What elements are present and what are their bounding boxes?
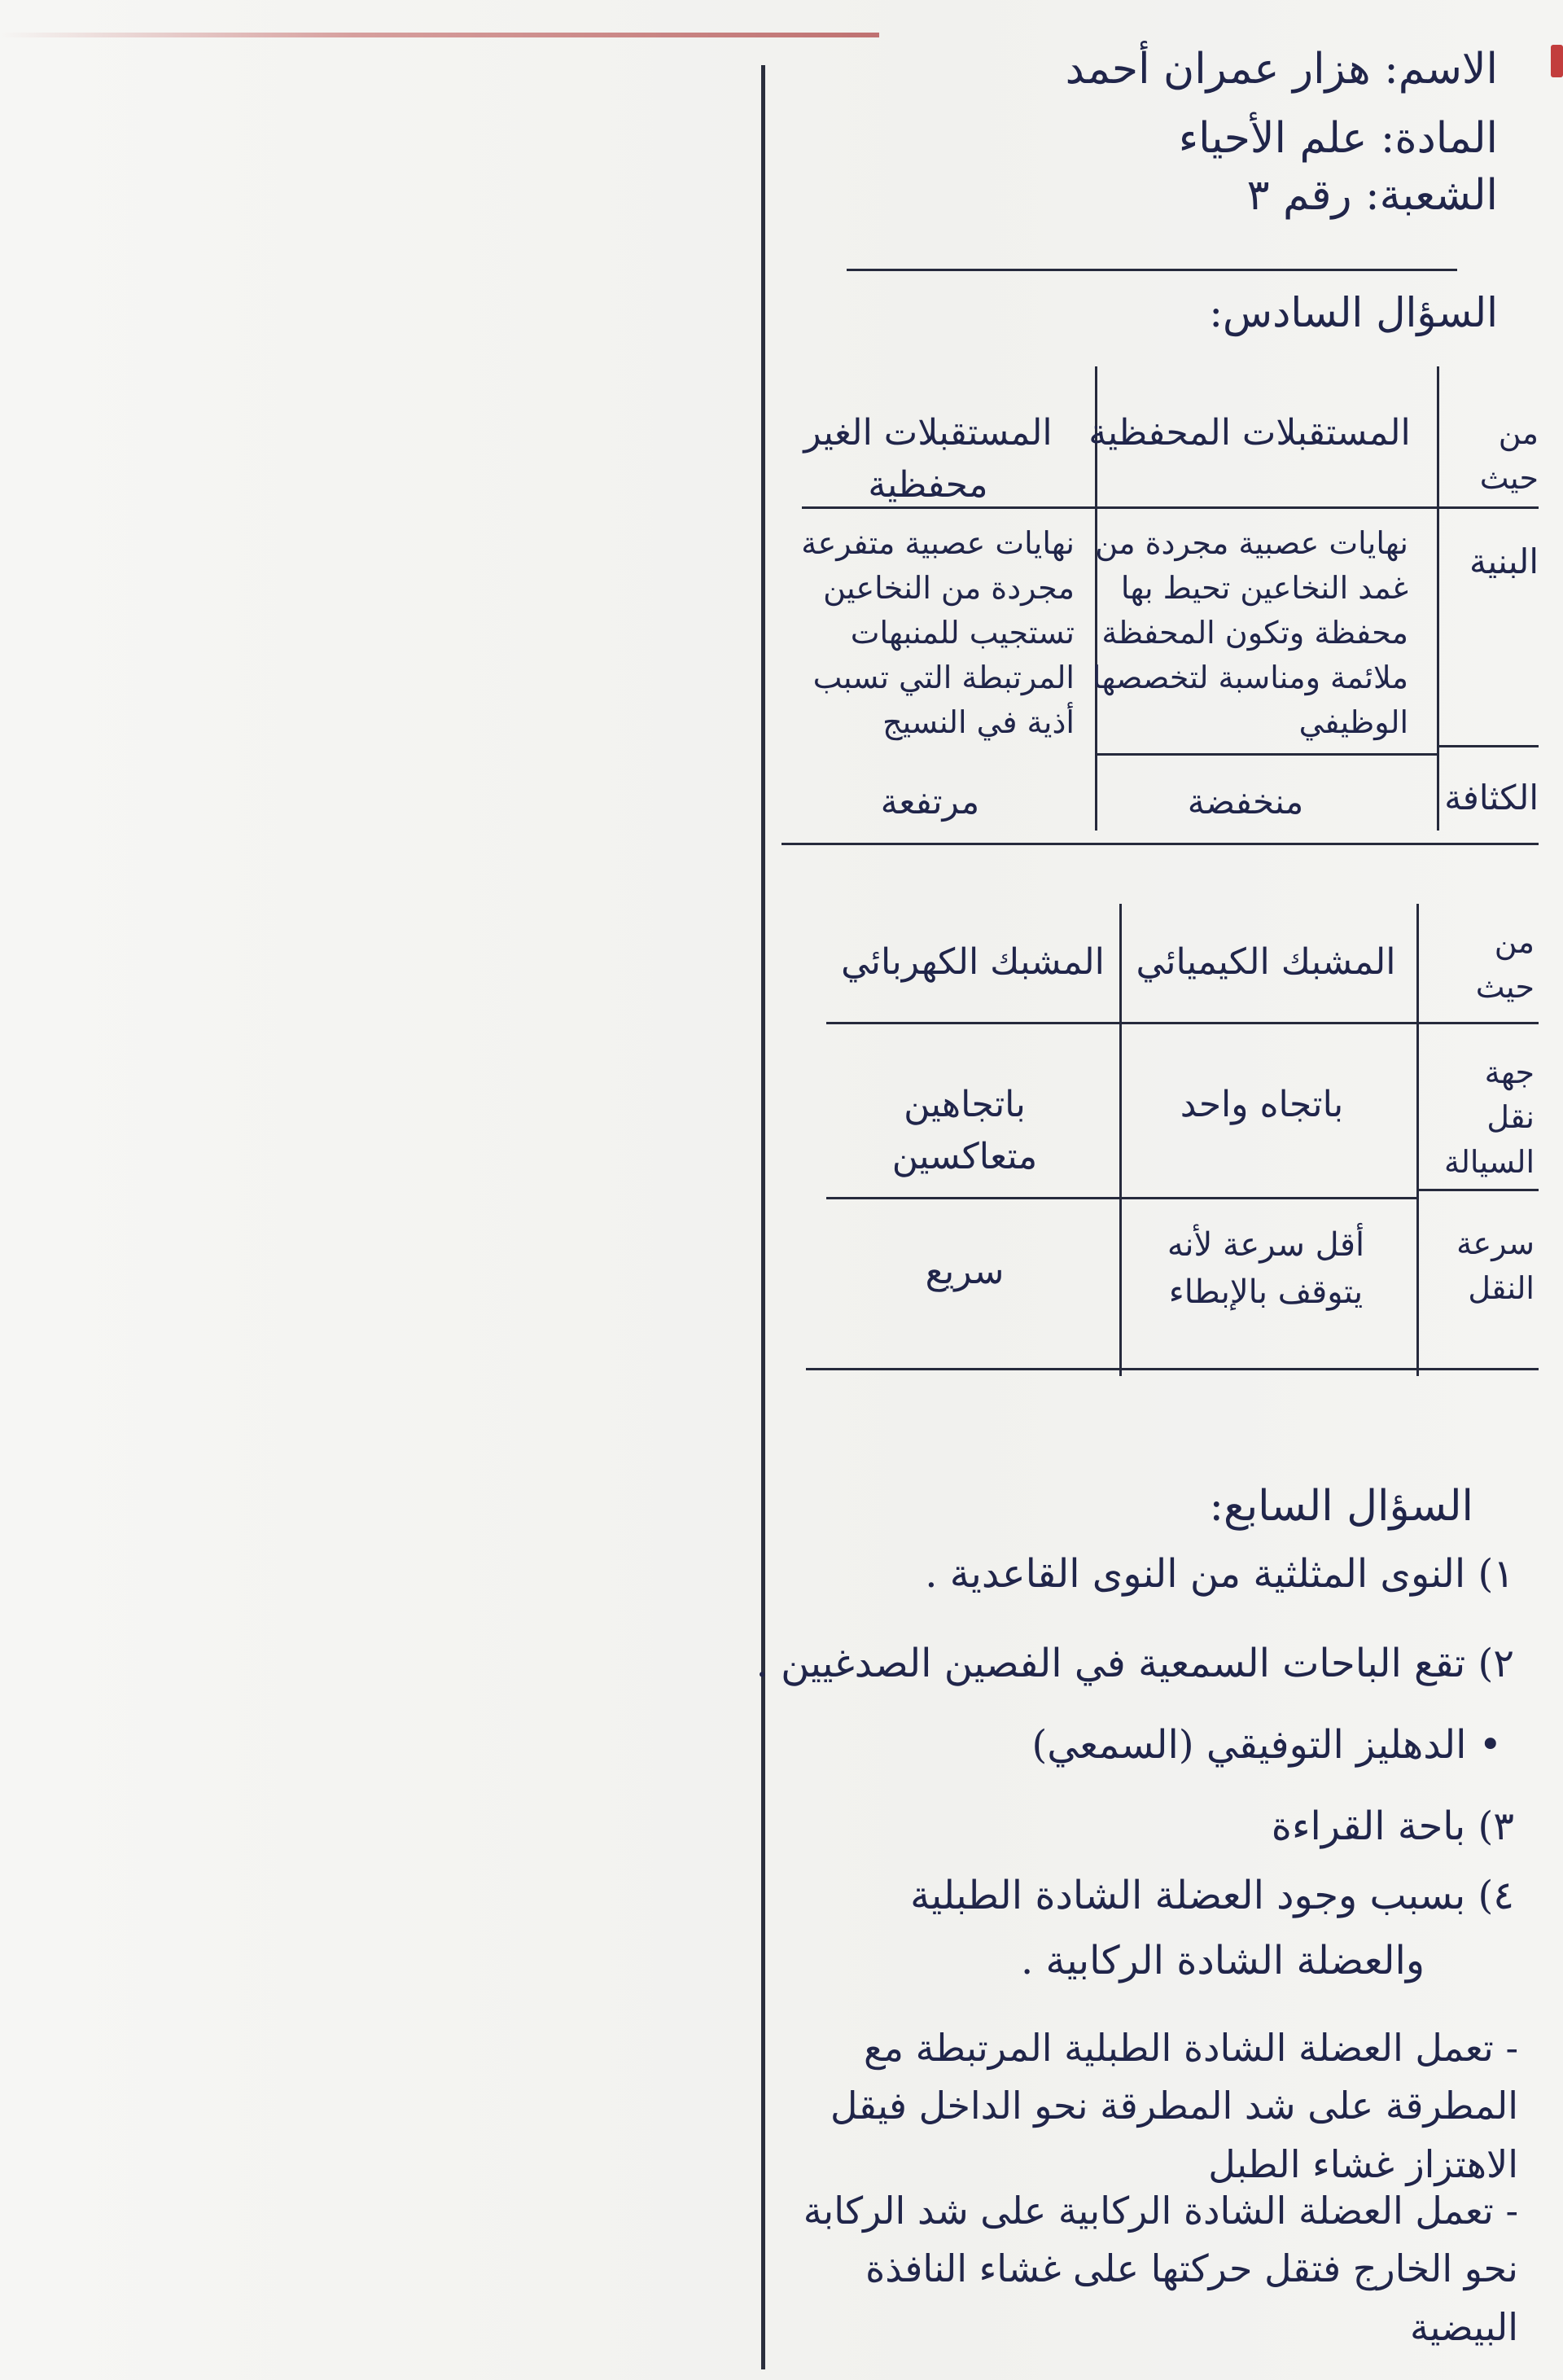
explanation-paragraph-1: - تعمل العضلة الشادة الطبلية المرتبطة مع المطرقة على شد المطرقة نحو الداخل فيقل الاهتزاز غشاء الطبل [830, 2026, 1518, 2186]
table1-criterion-header: من حيث [1479, 415, 1539, 497]
section-divider [782, 843, 1539, 845]
answer-item-4: ٤) بسبب وجود العضلة الشادة الطبلية [910, 1873, 1514, 1918]
answer-item-2-note: • الدهليز التوفيقي (السمعي) [1031, 1722, 1502, 1768]
table2-criterion-header: من حيث [1475, 924, 1535, 1006]
table2-row2-col2: سريع [925, 1251, 1005, 1292]
table2-row2-col1: أقل سرعة لأنه يتوقف بالإبطاء [1167, 1226, 1365, 1311]
table1-col1-header: المستقبلات المحفظية [1088, 412, 1411, 454]
student-name: الاسم: هزار عمران أحمد [1065, 45, 1498, 94]
table1-row1-col1: نهايات عصبية مجردة من غمد النخاعين تحيط بها محفظة وتكون المحفظة ملائمة ومناسبة لتخصصها الوظيفي [1092, 525, 1408, 741]
answer-item-4-cont: والعضلة الشادة الركابية . [1020, 1938, 1425, 1983]
table1-row2-col2: مرتفعة [880, 782, 980, 822]
explanation-paragraph-2: - تعمل العضلة الشادة الركابية على شد الركابة نحو الخارج فتقل حركتها على غشاء النافذة البيضية [803, 2189, 1518, 2349]
table2-row1-col1: باتجاه واحد [1180, 1084, 1344, 1125]
table2-row1-criterion: جهة نقل السيالة [1443, 1054, 1535, 1181]
question-6-title: السؤال السادس: [1209, 289, 1498, 336]
header-divider [847, 269, 1457, 271]
table2-col1-header: المشبك الكيميائي [1136, 941, 1396, 983]
page-fold-line [0, 33, 879, 37]
answer-item-3: ٣) باحة القراءة [1271, 1804, 1514, 1849]
table1-row1-criterion: البنية [1469, 541, 1539, 581]
table1-row2-criterion: الكثافة [1444, 778, 1539, 817]
table2-row2-criterion: سرعة النقل [1456, 1225, 1535, 1307]
table2-col2-header: المشبك الكهربائي [841, 941, 1105, 983]
table1-row1-col2: نهايات عصبية متفرعة مجردة من النخاعين تستجيب للمنبهات المرتبطة التي تسبب أذية في النسيج [801, 525, 1075, 741]
red-edge-mark [1551, 45, 1563, 77]
subject-line: المادة: علم الأحياء [1178, 114, 1498, 163]
answer-item-2: ٢) تقع الباحات السمعية في الفصين الصدغيين . [755, 1641, 1514, 1686]
answer-item-1: ١) النوى المثلثية من النوى القاعدية . [925, 1551, 1514, 1597]
table2-row1-col2: باتجاهين متعاكسين [891, 1084, 1038, 1177]
table1-row2-col1: منخفضة [1187, 782, 1304, 822]
question-7-title: السؤال السابع: [1209, 1482, 1473, 1531]
class-line: الشعبة: رقم ٣ [1246, 171, 1498, 220]
margin-line [761, 65, 765, 2369]
table1-col2-header: المستقبلات الغير محفظية [803, 412, 1053, 506]
